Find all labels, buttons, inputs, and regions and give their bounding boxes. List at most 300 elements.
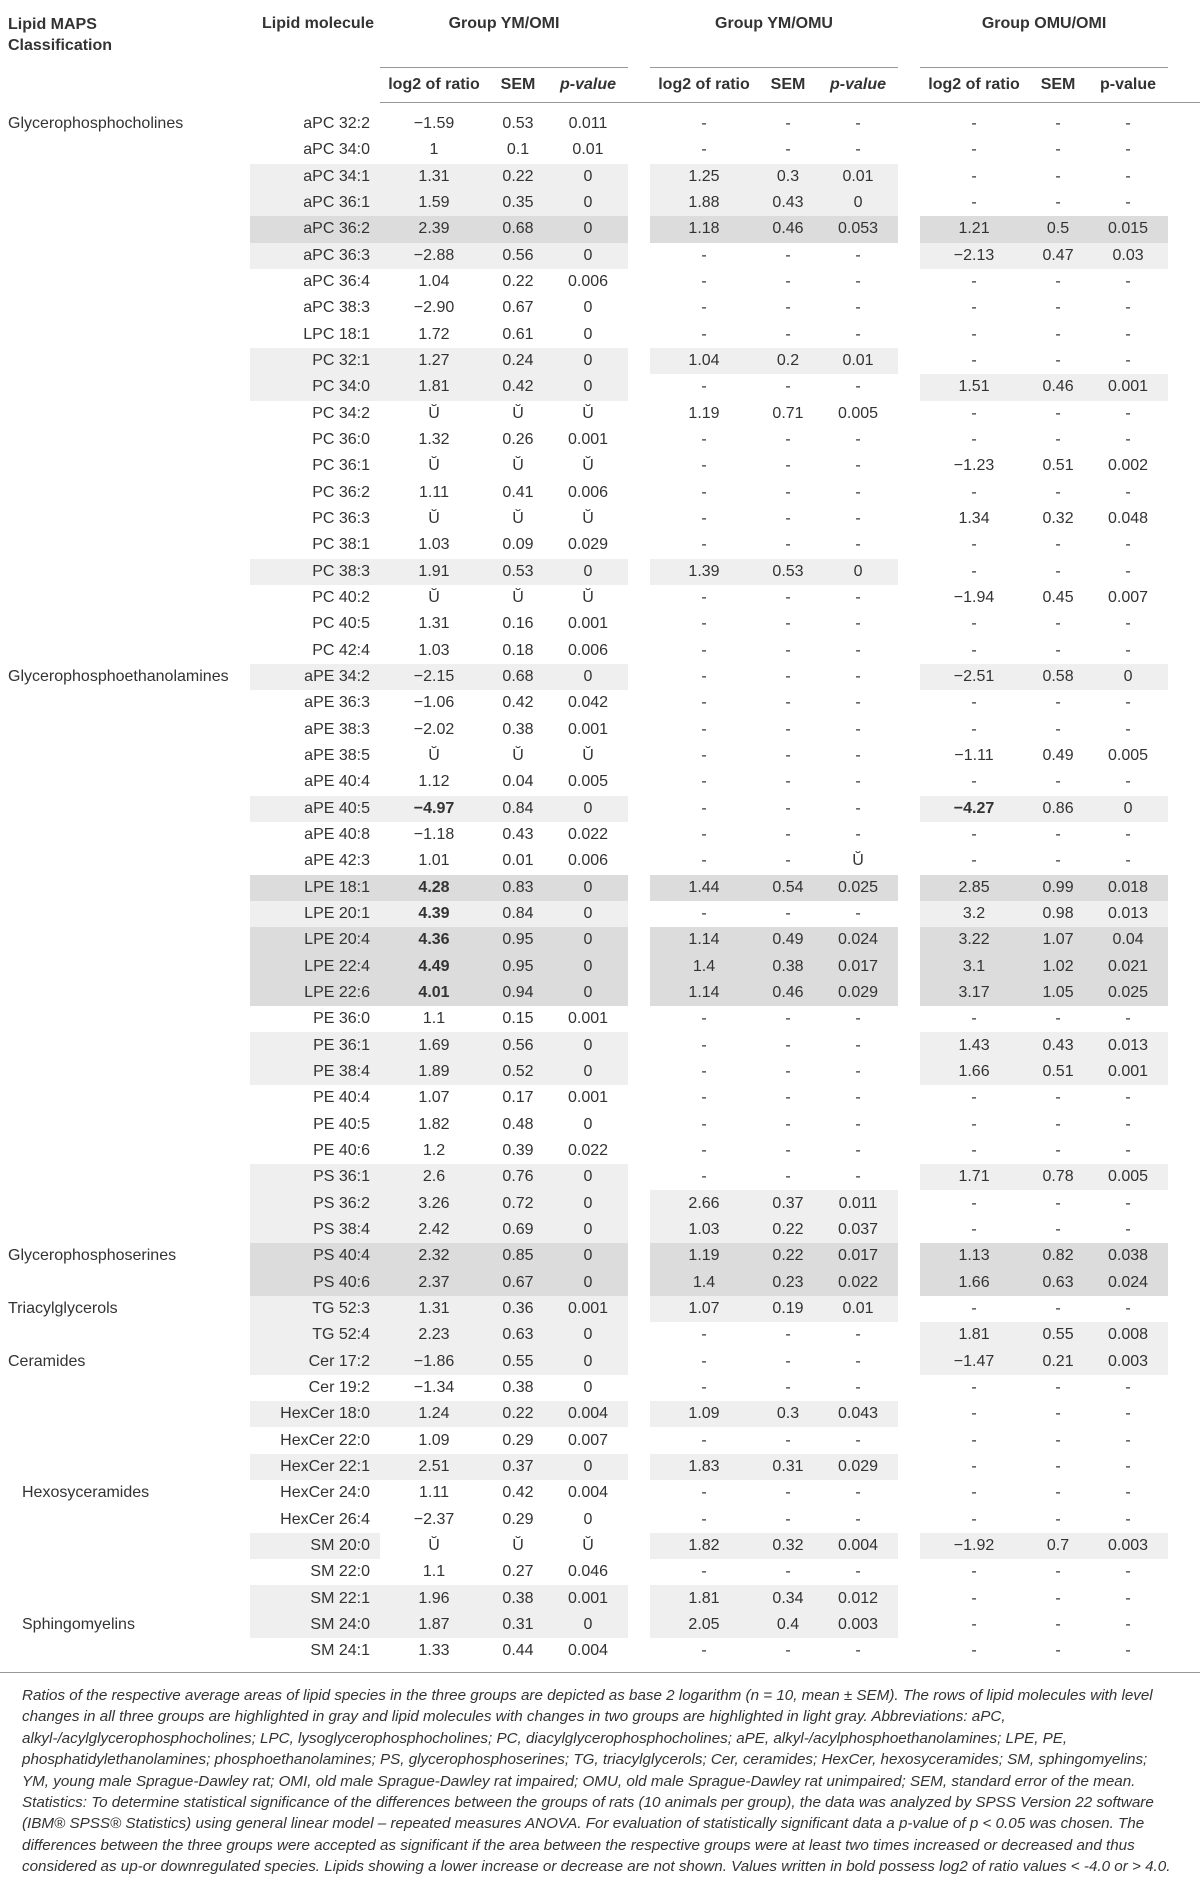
log2-cell: - [701, 589, 707, 607]
sem-cell: 0.72 [488, 1190, 548, 1216]
log2-cell: - [971, 1589, 977, 1607]
p-value-cell: - [1125, 536, 1131, 554]
log2-cell: 2.37 [380, 1269, 488, 1295]
log2-cell: - [971, 852, 977, 870]
sem-cell: - [785, 905, 791, 922]
molecule-cell: PC 32:1 [250, 348, 380, 374]
classification-cell [0, 348, 250, 374]
sem-cell: 0.78 [1028, 1164, 1088, 1190]
molecule-cell: Cer 17:2 [250, 1348, 380, 1374]
p-value-cell: - [1125, 194, 1131, 212]
table-row [0, 927, 1200, 953]
table-row [0, 1059, 1200, 1085]
log2-cell: 1.71 [920, 1164, 1028, 1190]
log2-cell: 1.2 [422, 1141, 446, 1159]
p-value-cell: - [855, 141, 861, 159]
log2-cell: 1.82 [418, 1115, 450, 1133]
log2-cell: - [971, 562, 977, 580]
p-value-cell: 0.001 [567, 720, 609, 738]
table-row [0, 243, 1200, 269]
log2-cell: - [971, 115, 977, 133]
p-value-cell: - [1125, 1405, 1131, 1423]
log2-cell: 1.24 [380, 1401, 488, 1427]
log2-cell: 2.05 [650, 1612, 758, 1638]
table-row [0, 1269, 1200, 1295]
log2-cell: - [971, 720, 977, 738]
table-row [0, 875, 1200, 901]
sem-cell: 0.41 [502, 483, 534, 501]
p-value-cell: 0 [548, 164, 628, 190]
classification-cell [0, 269, 250, 295]
p-value-cell: 0.01 [818, 348, 898, 374]
log2-cell: 1.69 [380, 1032, 488, 1058]
sem-cell: - [785, 1141, 791, 1159]
table-row [0, 1506, 1200, 1532]
p-value-cell: - [1125, 1115, 1131, 1133]
log2-cell: −1.47 [920, 1348, 1028, 1374]
p-value-cell: 0 [548, 927, 628, 953]
log2-cell: 1.1 [422, 1563, 446, 1581]
sem-cell: 0.22 [758, 1243, 818, 1269]
sem-cell: - [785, 1510, 791, 1528]
p-value-cell: 0.024 [818, 927, 898, 953]
molecule-cell: SM 20:0 [250, 1533, 380, 1559]
sem-cell: 0.58 [1028, 664, 1088, 690]
table-row [0, 453, 1200, 479]
log2-cell: - [701, 510, 707, 528]
sem-cell: - [1055, 1141, 1061, 1159]
log2-cell: 1.07 [650, 1296, 758, 1322]
p-value-cell: - [1125, 141, 1131, 159]
p-value-cell: 0 [548, 1243, 628, 1269]
log2-cell: −2.90 [413, 299, 455, 317]
table-row [0, 1348, 1200, 1374]
p-value-cell: 0 [548, 348, 628, 374]
sem-cell: - [1055, 141, 1061, 159]
p-value-cell: - [855, 747, 861, 765]
p-value-cell: - [855, 246, 861, 264]
molecule-cell: PC 36:3 [312, 510, 370, 528]
table-row [0, 717, 1200, 743]
classification-cell [0, 611, 250, 637]
p-value-cell: Ŭ [582, 747, 594, 765]
classification-cell [0, 1217, 250, 1243]
classification-cell [0, 1322, 250, 1348]
p-value-cell: 0.048 [1108, 510, 1149, 528]
classification-cell [0, 453, 250, 479]
p-value-cell: - [855, 641, 861, 659]
log2-cell: −1.86 [380, 1348, 488, 1374]
classification-cell [0, 954, 250, 980]
sem-cell: 0.44 [502, 1642, 534, 1660]
table-row [0, 1480, 1200, 1506]
sem-cell: 0.38 [502, 720, 534, 738]
log2-cell: 1.12 [418, 773, 450, 791]
p-value-cell: 0.007 [1108, 589, 1149, 607]
sem-cell: 0.55 [1028, 1322, 1088, 1348]
p-value-cell: 0.006 [567, 852, 609, 870]
sem-cell: - [1055, 1220, 1061, 1238]
table-row [0, 822, 1200, 848]
sem-cell: 0.36 [488, 1296, 548, 1322]
sem-cell: 0.67 [502, 299, 534, 317]
sem-cell: 0.82 [1028, 1243, 1088, 1269]
p-value-cell: - [1125, 1141, 1131, 1159]
p-value-cell: 0.043 [818, 1401, 898, 1427]
classification-cell [0, 769, 250, 795]
molecule-cell: PC 40:5 [312, 615, 370, 633]
sem-cell: 0.22 [502, 273, 534, 291]
log2-cell: 1.66 [920, 1269, 1028, 1295]
table-row [0, 190, 1200, 216]
sem-cell: 0.29 [502, 1431, 534, 1449]
p-value-cell: - [1125, 404, 1131, 422]
classification-cell [0, 980, 250, 1006]
p-value-cell: - [855, 1115, 861, 1133]
table-row [0, 1164, 1200, 1190]
sem-cell: - [1055, 325, 1061, 343]
log2-cell: - [701, 325, 707, 343]
sem-cell: - [785, 483, 791, 501]
molecule-cell: aPE 38:3 [304, 720, 370, 738]
log2-cell: 1.72 [418, 325, 450, 343]
log2-cell: - [701, 246, 707, 264]
log2-cell: - [701, 720, 707, 738]
molecule-cell: SM 24:1 [310, 1642, 370, 1660]
sem-cell: - [785, 246, 791, 264]
p-value-cell: - [1125, 615, 1131, 633]
subheader-sem: SEM [1028, 68, 1088, 103]
log2-cell: Ŭ [428, 589, 440, 607]
sem-cell: Ŭ [512, 1536, 524, 1554]
sem-cell: - [1055, 194, 1061, 212]
molecule-cell: aPC 34:1 [250, 164, 380, 190]
molecule-header: Lipid molecule [262, 15, 375, 32]
classification-cell [0, 822, 250, 848]
sem-cell: 0.09 [502, 536, 534, 554]
log2-cell: - [701, 1089, 707, 1107]
classification-cell [0, 1190, 250, 1216]
group-header-ym-omu: Group YM/OMU [650, 0, 898, 68]
classification-cell [0, 506, 250, 532]
log2-cell: - [701, 1115, 707, 1133]
sem-cell: 0.26 [502, 431, 534, 449]
p-value-cell: - [1125, 1484, 1131, 1502]
log2-cell: 1.07 [418, 1089, 450, 1107]
sem-cell: Ŭ [512, 589, 524, 607]
molecule-cell: LPE 20:1 [250, 901, 380, 927]
molecule-cell: PE 40:5 [313, 1115, 370, 1133]
log2-cell: 2.23 [380, 1322, 488, 1348]
p-value-cell: 0 [548, 1217, 628, 1243]
classification-cell [0, 848, 250, 874]
table-row [0, 532, 1200, 558]
sem-cell: - [1055, 641, 1061, 659]
p-value-cell: 0 [583, 1510, 593, 1528]
sem-cell: - [1055, 1457, 1061, 1475]
sem-cell: 0.49 [758, 927, 818, 953]
p-value-cell: - [1125, 720, 1131, 738]
log2-cell: 1.33 [418, 1642, 450, 1660]
sem-cell: 0.42 [488, 374, 548, 400]
classification-cell [0, 796, 250, 822]
sem-cell: 0.38 [488, 1585, 548, 1611]
p-value-cell: 0.029 [818, 1454, 898, 1480]
p-value-cell: 0.006 [567, 273, 609, 291]
classification-cell [0, 1006, 250, 1032]
log2-cell: - [971, 1010, 977, 1028]
molecule-cell: HexCer 22:0 [280, 1431, 370, 1449]
p-value-cell: - [855, 273, 861, 291]
molecule-cell: SM 22:1 [250, 1585, 380, 1611]
p-value-cell: 0.01 [818, 164, 898, 190]
molecule-cell: LPE 22:6 [250, 980, 380, 1006]
p-value-cell: - [1125, 1615, 1131, 1633]
sem-cell: - [1055, 1510, 1061, 1528]
p-value-cell: - [1125, 852, 1131, 870]
sem-cell: 0.38 [502, 1378, 534, 1396]
sem-cell: 0.83 [488, 875, 548, 901]
table-row [0, 1322, 1200, 1348]
molecule-cell: PC 36:0 [312, 431, 370, 449]
p-value-cell: - [1125, 773, 1131, 791]
sem-cell: - [785, 1115, 791, 1133]
log2-cell: 1.25 [650, 164, 758, 190]
classification-cell [0, 216, 250, 242]
p-value-cell: - [1125, 1220, 1131, 1238]
classification-cell [0, 1085, 250, 1111]
molecule-cell: LPE 22:4 [250, 954, 380, 980]
sem-cell: - [785, 1563, 791, 1581]
table-footnote [0, 1672, 1200, 1878]
log2-cell: 1.44 [650, 875, 758, 901]
p-value-cell: 0.04 [1088, 927, 1168, 953]
log2-cell: - [701, 1036, 707, 1054]
sem-cell: 1.07 [1028, 927, 1088, 953]
p-value-cell: 0.037 [818, 1217, 898, 1243]
subheader-p: p-value [818, 68, 898, 103]
log2-cell: - [971, 1457, 977, 1475]
p-value-cell: 0.029 [567, 536, 609, 554]
classification-cell [0, 717, 250, 743]
table-row [0, 664, 1200, 690]
table-row [0, 1217, 1200, 1243]
sem-cell: - [1055, 852, 1061, 870]
p-value-cell: 0.018 [1088, 875, 1168, 901]
p-value-cell: Ŭ [582, 404, 594, 422]
log2-cell: 1.4 [650, 954, 758, 980]
p-value-cell: - [1125, 1563, 1131, 1581]
log2-cell: −2.15 [380, 664, 488, 690]
log2-cell: - [701, 694, 707, 712]
p-value-cell: 0 [1088, 664, 1168, 690]
p-value-cell: - [855, 905, 861, 922]
table-row [0, 1032, 1200, 1058]
sem-cell: - [785, 1062, 791, 1080]
sem-cell: - [1055, 431, 1061, 449]
p-value-cell: - [1125, 694, 1131, 712]
log2-cell: - [701, 536, 707, 554]
p-value-cell: - [855, 483, 861, 501]
subheader-sem: SEM [758, 68, 818, 103]
log2-cell: 2.6 [380, 1164, 488, 1190]
sem-cell: - [785, 826, 791, 844]
table-row [0, 103, 1200, 138]
log2-cell: 1.39 [650, 559, 758, 585]
classification-cell [0, 401, 250, 427]
sem-cell: 0.2 [758, 348, 818, 374]
p-value-cell: 0.005 [1108, 747, 1149, 765]
log2-cell: - [701, 431, 707, 449]
p-value-cell: 0 [583, 325, 593, 343]
log2-cell: - [971, 1141, 977, 1159]
p-value-cell: 0 [548, 1032, 628, 1058]
sem-cell: 0.63 [488, 1322, 548, 1348]
p-value-cell: 0.01 [572, 141, 604, 159]
p-value-cell: 0.003 [1088, 1533, 1168, 1559]
log2-cell: 1 [429, 141, 439, 159]
log2-cell: - [701, 378, 707, 396]
classification-cell: Hexosyceramides [22, 1484, 150, 1502]
table-row [0, 1190, 1200, 1216]
p-value-cell: 0.013 [1088, 1032, 1168, 1058]
p-value-cell: 0 [548, 190, 628, 216]
p-value-cell: 0.001 [548, 1585, 628, 1611]
p-value-cell: - [855, 615, 861, 633]
log2-cell: 1.04 [418, 273, 450, 291]
sem-cell: 0.34 [758, 1585, 818, 1611]
sem-cell: 0.21 [1028, 1348, 1088, 1374]
p-value-cell: 0 [548, 980, 628, 1006]
log2-cell: - [971, 194, 977, 212]
p-value-cell: 0.024 [1088, 1269, 1168, 1295]
sem-cell: 0.56 [488, 243, 548, 269]
log2-cell: - [971, 1378, 977, 1396]
molecule-cell: SM 22:0 [310, 1563, 370, 1581]
p-value-cell: - [855, 1089, 861, 1107]
p-value-cell: - [1125, 562, 1131, 580]
log2-cell: - [971, 1642, 977, 1660]
log2-cell: - [971, 1405, 977, 1423]
subheader-log2: log2 of ratio [380, 68, 488, 103]
classification-cell [0, 243, 250, 269]
table-row [0, 611, 1200, 637]
table-row [0, 1401, 1200, 1427]
classification-cell: Glycerophosphoethanolamines [8, 668, 229, 686]
p-value-cell: - [1125, 483, 1131, 501]
log2-cell: 1.89 [380, 1059, 488, 1085]
log2-cell: - [971, 1615, 977, 1633]
sem-cell: - [1055, 404, 1061, 422]
p-value-cell: - [855, 325, 861, 343]
subheader-log2: log2 of ratio [920, 68, 1028, 103]
molecule-cell: Cer 19:2 [308, 1378, 370, 1396]
molecule-cell: LPE 18:1 [250, 875, 380, 901]
classification-cell [0, 322, 250, 348]
table-row [0, 269, 1200, 295]
log2-cell: 1.31 [418, 615, 450, 633]
sem-cell: 0.29 [502, 1510, 534, 1528]
p-value-cell: 0.001 [548, 1296, 628, 1322]
sem-cell: 1.02 [1028, 954, 1088, 980]
sem-cell: 0.46 [1028, 374, 1088, 400]
p-value-cell: - [855, 1378, 861, 1396]
molecule-cell: aPC 36:4 [303, 273, 370, 291]
log2-cell: 1.18 [650, 216, 758, 242]
sem-cell: 0.42 [502, 1484, 534, 1502]
sem-cell: - [1055, 826, 1061, 844]
p-value-cell: 0.029 [818, 980, 898, 1006]
log2-cell: Ŭ [428, 404, 440, 422]
p-value-cell: 0.022 [818, 1269, 898, 1295]
table-row [0, 743, 1200, 769]
log2-cell: 2.85 [920, 875, 1028, 901]
log2-cell: 1.1 [422, 1010, 446, 1028]
molecule-cell: PS 40:4 [250, 1243, 380, 1269]
sem-cell: 0.4 [758, 1612, 818, 1638]
sem-cell: - [785, 615, 791, 633]
log2-cell: 2.51 [380, 1454, 488, 1480]
molecule-cell: aPC 36:3 [250, 243, 380, 269]
log2-cell: 1.31 [380, 164, 488, 190]
sem-cell: - [785, 431, 791, 449]
molecule-cell: aPC 34:0 [303, 141, 370, 159]
sem-cell: 0.3 [758, 164, 818, 190]
p-value-cell: 0 [818, 559, 898, 585]
sem-cell: - [785, 1352, 791, 1370]
sem-cell: 0.71 [772, 404, 804, 422]
log2-cell: −2.02 [413, 720, 455, 738]
table-row [0, 1612, 1200, 1638]
p-value-cell: - [855, 720, 861, 738]
p-value-cell: 0.017 [818, 1243, 898, 1269]
sem-cell: - [785, 747, 791, 765]
log2-cell: 3.1 [920, 954, 1028, 980]
table-row [0, 638, 1200, 664]
sem-cell: 0.22 [758, 1217, 818, 1243]
table-row [0, 1585, 1200, 1611]
sem-cell: - [785, 852, 791, 870]
classification-cell: Glycerophosphocholines [8, 114, 184, 132]
p-value-cell: 0 [548, 1348, 628, 1374]
molecule-cell: PE 38:4 [250, 1059, 380, 1085]
molecule-cell: LPE 20:4 [250, 927, 380, 953]
log2-cell: - [971, 1484, 977, 1502]
p-value-cell: 0.006 [567, 483, 609, 501]
p-value-cell: 0.001 [1088, 1059, 1168, 1085]
group-header-omu-omi: Group OMU/OMI [920, 0, 1168, 68]
classification-cell [0, 927, 250, 953]
classification-cell [0, 1269, 250, 1295]
classification-cell [0, 1454, 250, 1480]
sem-cell: 0.38 [758, 954, 818, 980]
log2-cell: - [971, 1115, 977, 1133]
log2-cell: - [701, 799, 707, 817]
p-value-cell: 0.003 [818, 1612, 898, 1638]
sem-cell: 0.51 [1042, 457, 1074, 475]
sem-cell: 0.16 [502, 615, 534, 633]
log2-cell: 1.03 [650, 1217, 758, 1243]
p-value-cell: - [1125, 299, 1131, 317]
molecule-cell: PS 38:4 [250, 1217, 380, 1243]
p-value-cell: 0 [583, 1115, 593, 1133]
p-value-cell: - [855, 1431, 861, 1449]
molecule-cell: aPE 40:5 [250, 796, 380, 822]
sem-cell: - [785, 641, 791, 659]
molecule-cell: aPE 38:5 [304, 747, 370, 765]
log2-cell: - [701, 747, 707, 765]
classification-cell [0, 1585, 250, 1611]
